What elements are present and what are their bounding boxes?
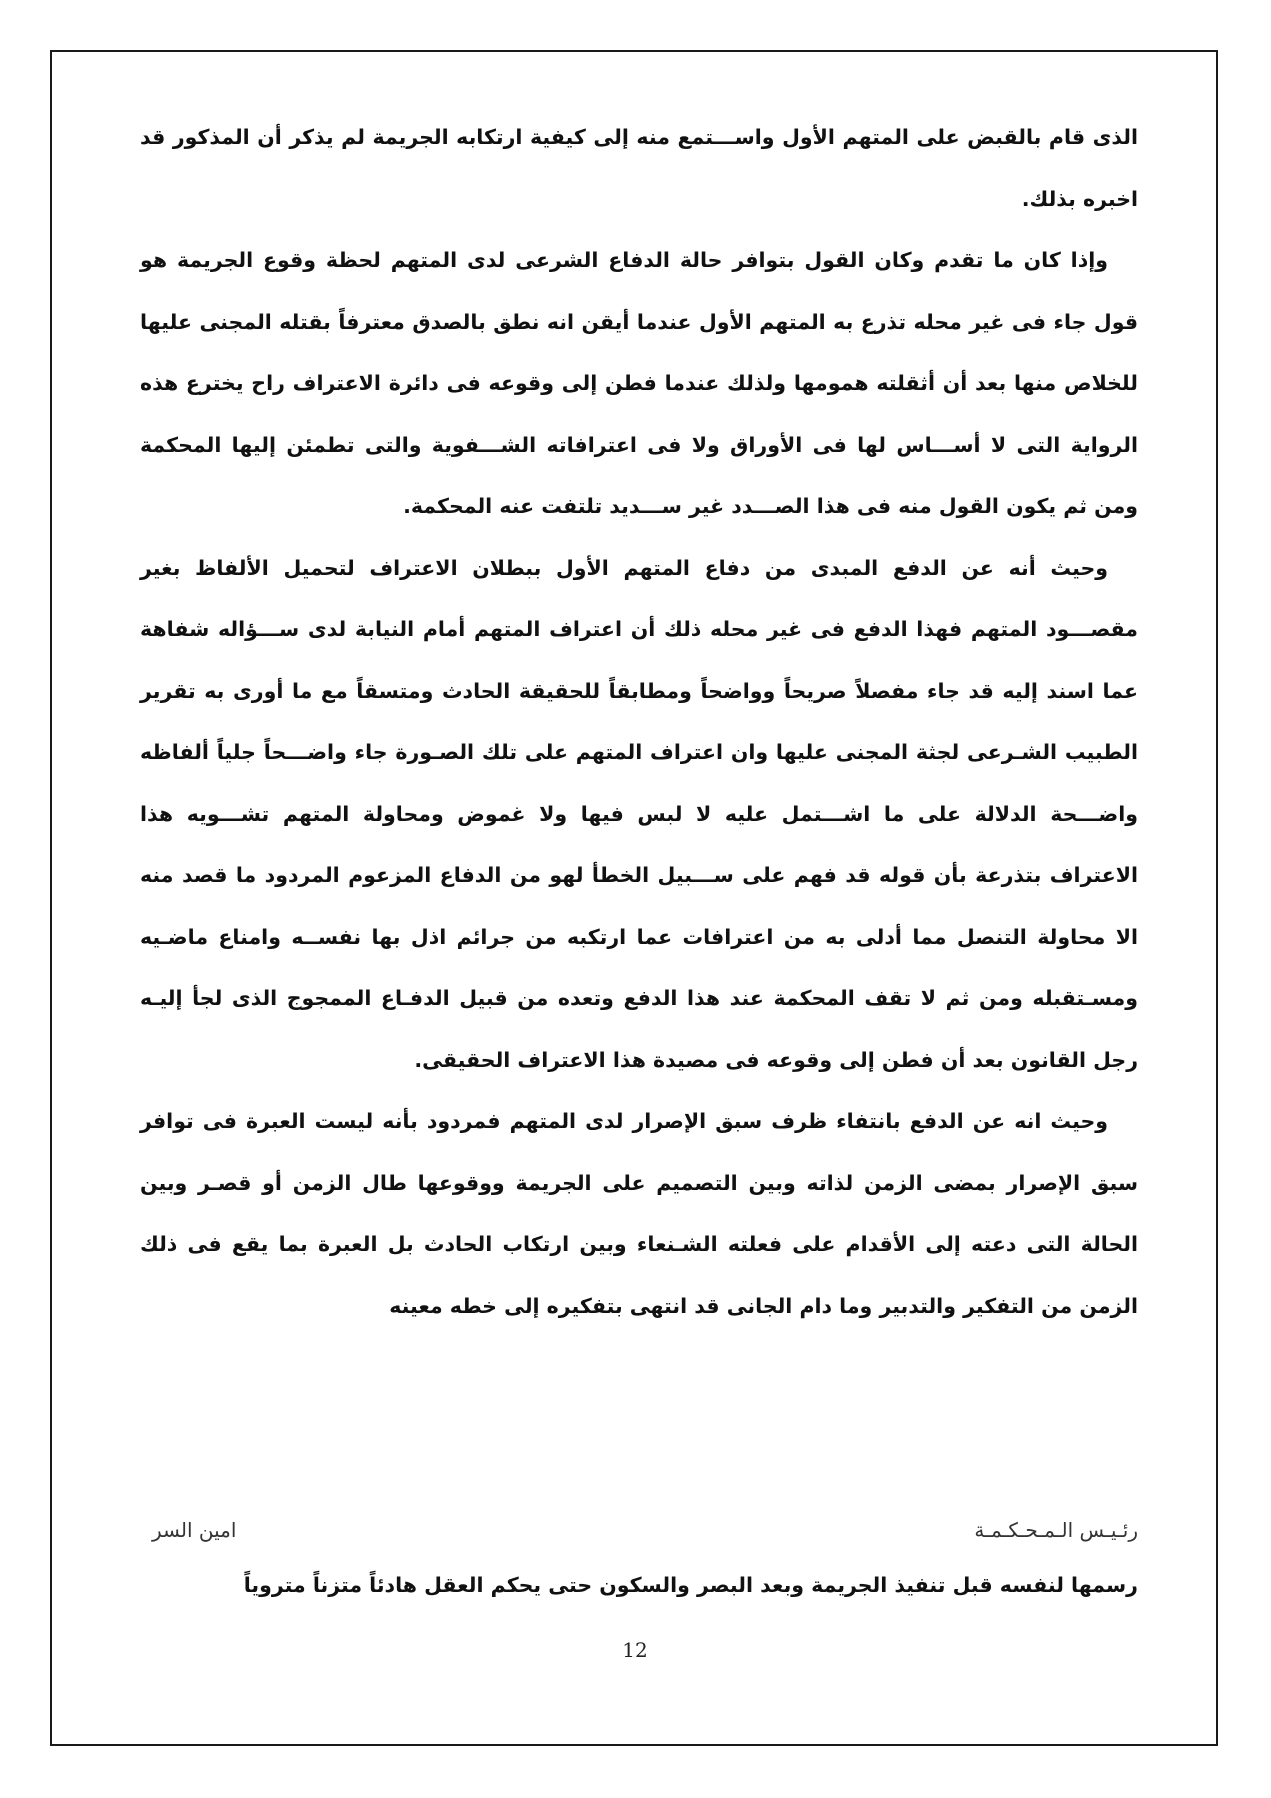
document-body — [140, 107, 1138, 1337]
page-number: 12 — [622, 1638, 648, 1662]
paragraph-2: وإذا كان ما تقدم وكان القول بتوافر حالة الدفاع الشرعى لدى المتهم لحظة وقوع الجريمة هو قول جاء فى غير محله تذرع به المتهم الأول عندما أيقن انه نطق بالصدق معترفاً بقتله المجنى عليها للخلاص منها بعد أن أثقلته همومها ولذلك عندما فطن إلى وقوعه فى دائرة الاعتراف راح يخترع هذه الرواية التى لا أســـاس لها فى الأوراق ولا فى اعترافاته الشـــفوية والتى تطمئن إليها المحكمة ومن ثم يكون القول منه فى هذا الصـــدد غير ســـديد تلتفت عنه المحكمة. — [140, 248, 1138, 518]
paragraph-3: وحيث أنه عن الدفع المبدى من دفاع المتهم الأول ببطلان الاعتراف لتحميل الألفاظ بغير مقصـــود المتهم فهذا الدفع فى غير محله ذلك أن اعتراف المتهم أمام النيابة لدى ســـؤاله شفاهة عما اسند إليه قد جاء مفصلاً صريحاً وواضحاً ومطابقاً للحقيقة الحادث ومتسقاً مع ما أورى به تقرير الطبيب الشـرعى لجثة المجنى عليها وان اعتراف المتهم على تلك الصـورة جاء واضـــحاً جلياً ألفاظه واضـــحة الدلالة على ما اشـــتمل عليه لا لبس فيها ولا غموض ومحاولة المتهم تشـــويه هذا الاعتراف بتذرعة بأن قوله قد فهم على ســـبيل الخطأ لهو من الدفاع المزعوم المردود ما قصد منه الا محاولة التنصل مما أدلى به من اعترافات عما ارتكبه من جرائم اذل بها نفســه وامناع ماضـيه ومسـتقبله ومن ثم لا تقف المحكمة عند هذا الدفع وتعده من قبيل الدفـاع الممجوج الذى لجأ إليـه رجل القانون بعد أن فطن إلى وقوعه فى مصيدة هذا الاعتراف الحقيقى. — [140, 555, 1138, 1072]
paragraph-4: وحيث انه عن الدفع بانتفاء ظرف سبق الإصرار لدى المتهم فمردود بأنه ليست العبرة فى توافر سبق الإصرار بمضى الزمن لذاته وبين التصميم على الجريمة ووقوعها طال الزمن أو قصـر وبين الحالة التى دعته إلى الأقدام على فعلته الشـنعاء وبين ارتكاب الحادث بل العبرة بما يقع فى ذلك الزمن من التفكير والتدبير وما دام الجانى قد انتهى بتفكيره إلى خطه معينه — [140, 1109, 1138, 1318]
paragraph-1: الذى قام بالقبض على المتهم الأول واســـتمع منه إلى كيفية ارتكابه الجريمة لم يذكر أن المذكور قد اخبره بذلك. — [140, 125, 1138, 211]
signature-line — [140, 1518, 1138, 1558]
court-president-signature: رئـيـس الـمـحـكـمـة — [974, 1518, 1138, 1542]
continuation-line: رسمها لنفسه قبل تنفيذ الجريمة وبعد البصر والسكون حتى يحكم العقل هادئاً متزناً متروياً — [243, 1573, 1138, 1597]
secretary-signature: امين السر — [152, 1518, 237, 1542]
